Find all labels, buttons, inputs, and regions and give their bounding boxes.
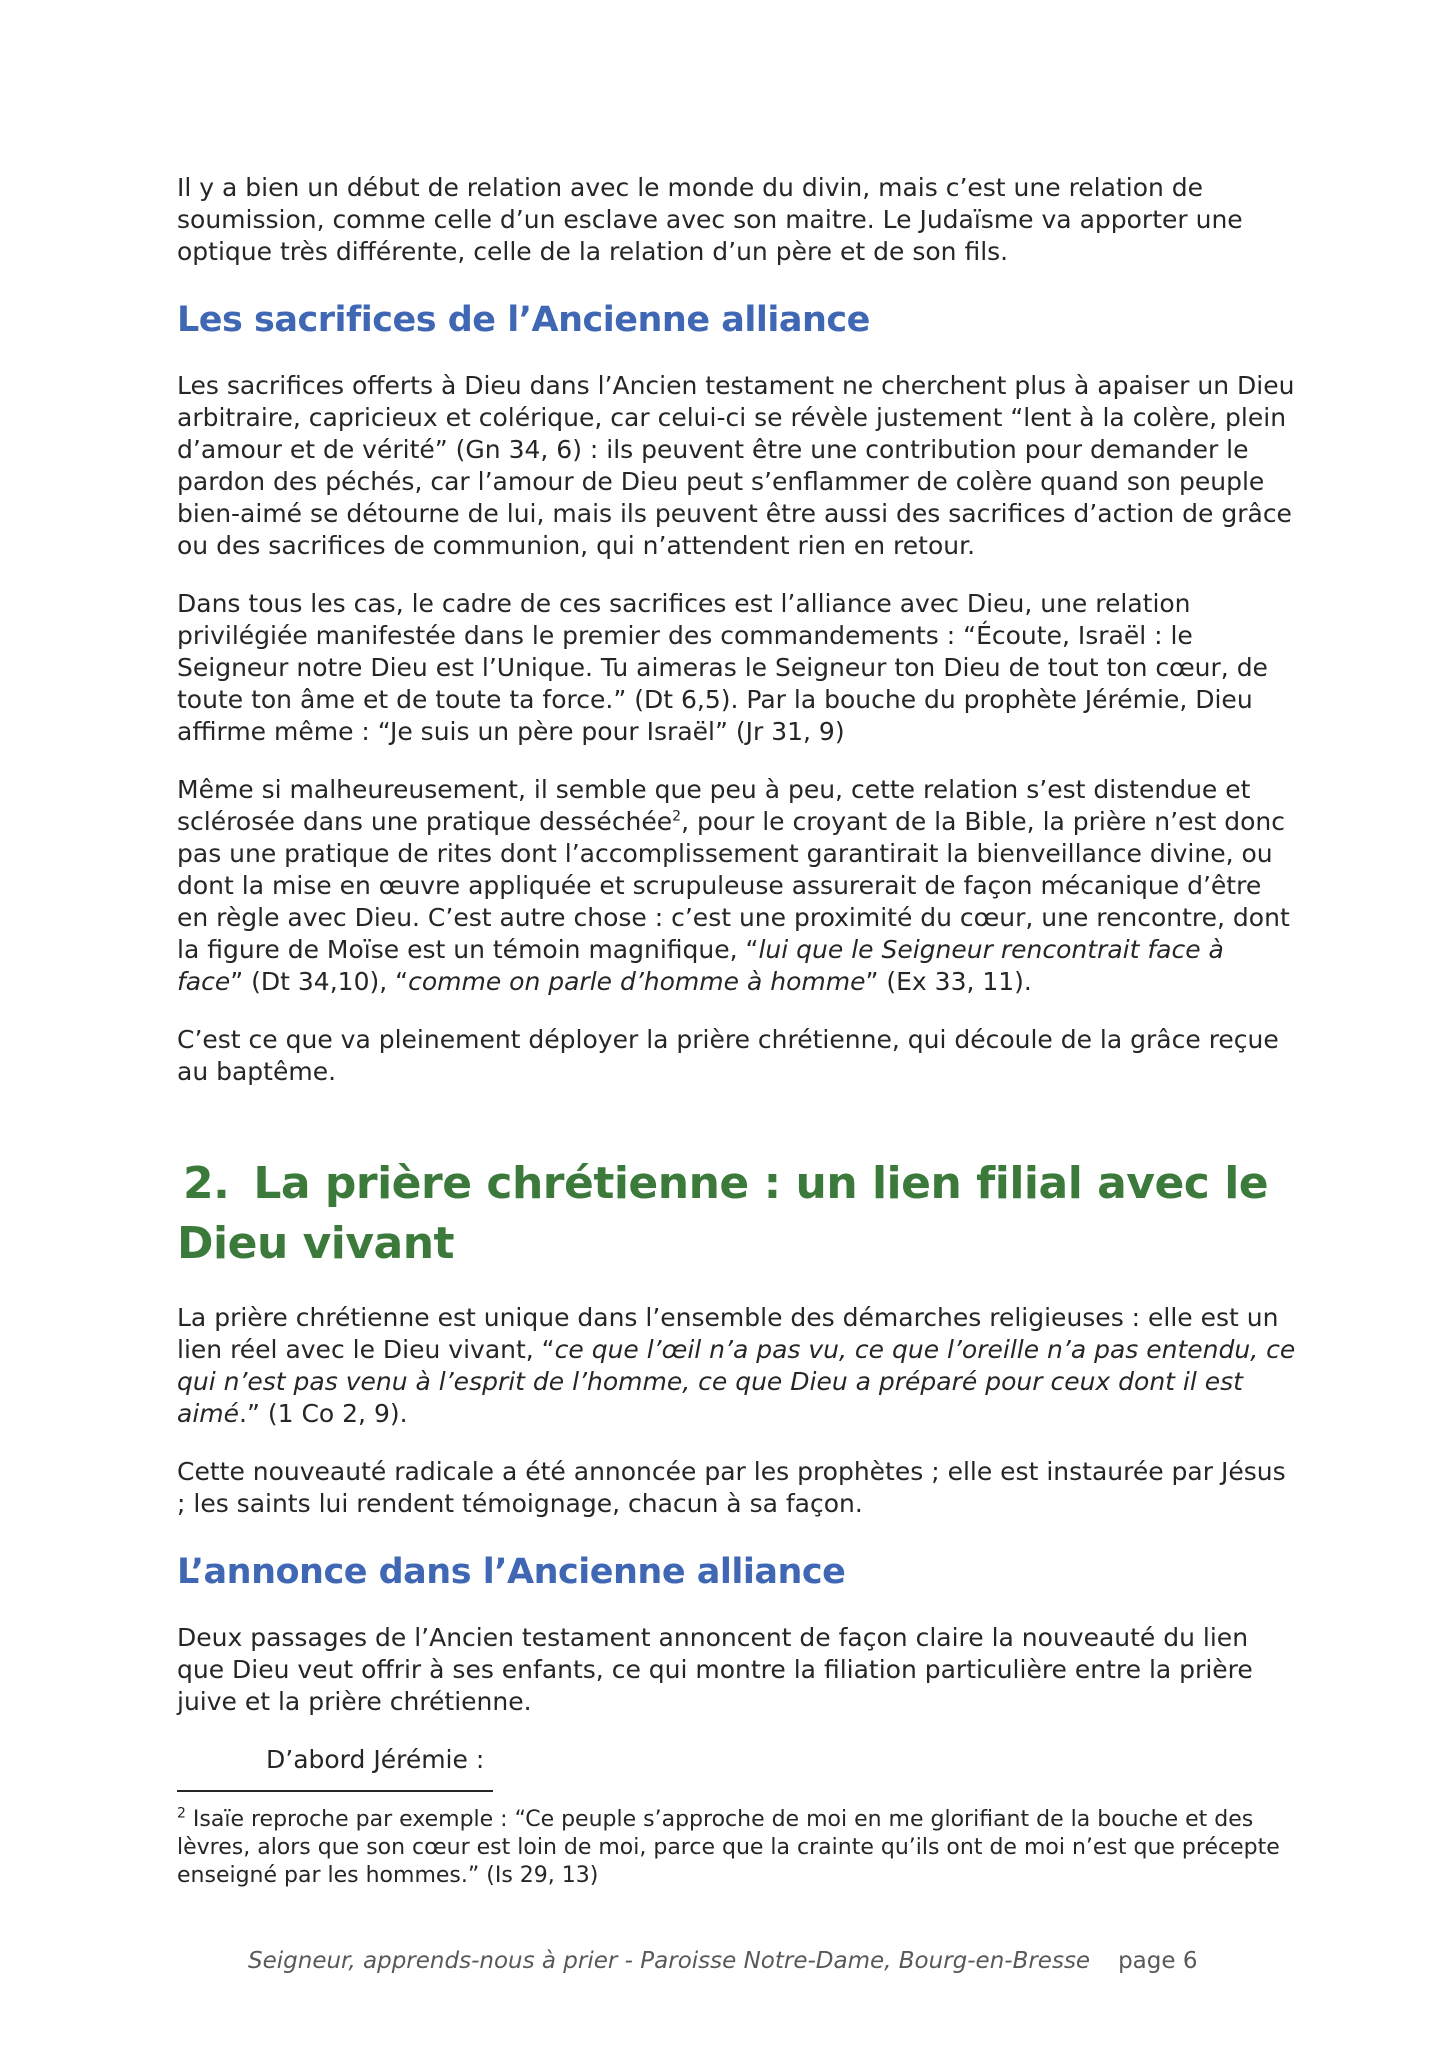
text-segment: ” (Dt 34,10), “ [230, 967, 409, 996]
sacrifices-paragraph-3 [177, 774, 1297, 998]
footnote [177, 1806, 1297, 1890]
sacrifices-paragraph-2: Dans tous les cas, le cadre de ces sacrifices est l’alliance avec Dieu, une relation privilégiée manifestée dans le premier des commandements : “Écoute, Israël : le Seigneur notre Dieu est l’Unique. Tu aimeras le Seigneur ton Dieu de tout ton cœur, de toute ton âme et de toute ta force.” (Dt 6,5). Par la bouche du prophète Jérémie, Dieu affirme même : “Je suis un père pour Israël” (Jr 31, 9) [177, 589, 1268, 746]
text-segment: .” (1 Co 2, 9). [239, 1399, 408, 1428]
text-segment: Même si malheureusement, il semble que peu à peu, cette relation s’est distendue et sclérosée dans une pratique desséchée [177, 775, 1251, 836]
text-segment: La prière chrétienne est unique dans l’ensemble des démarches religieuses : elle est un lien réel avec le Dieu vivant, “ [177, 1303, 1279, 1364]
footnote-reference: 2 [672, 808, 682, 825]
italic-quote: ce que l’œil n’a pas vu, ce que l’oreille n’a pas entendu, ce qui n’est pas venu à l’esprit de l’homme, ce que Dieu a préparé pour ceux dont il est aimé [177, 1335, 1296, 1428]
italic-quote: comme on parle d’homme à homme [408, 967, 866, 996]
footnote-divider [177, 1790, 493, 1792]
section-heading-sacrifices: Les sacrifices de l’Ancienne alliance [177, 300, 870, 340]
footnote-marker: 2 [177, 1805, 186, 1822]
sacrifices-paragraph-1: Les sacrifices offerts à Dieu dans l’Ancien testament ne cherchent plus à apaiser un Dieu arbitraire, capricieux et colérique, car celui-ci se révèle justement “lent à la colère, plein d’amour et de vérité” (Gn 34, 6) : ils peuvent être une contribution pour demander le pardon des péchés, car l’amour de Dieu peut s’enflammer de colère quand son peuple bien-aimé se détourne de lui, mais ils peuvent être aussi des sacrifices d’action de grâce ou des sacrifices de communion, qui n’attendent rien en retour. [177, 371, 1295, 560]
chapter-paragraph-1 [177, 1302, 1297, 1430]
chapter-heading [177, 1154, 1297, 1274]
section-heading-annonce: L’annonce dans l’Ancienne alliance [177, 1552, 846, 1592]
page-number: page 6 [1118, 1948, 1198, 1974]
chapter-paragraph-2: Cette nouveauté radicale a été annoncée par les prophètes ; elle est instaurée par Jésus ; les saints lui rendent témoignage, chacun à sa façon. [177, 1457, 1286, 1518]
intro-paragraph: Il y a bien un début de relation avec le monde du divin, mais c’est une relation de soumission, comme celle d’un esclave avec son maitre. Le Judaïsme va apporter une optique très différente, celle de la relation d’un père et de son fils. [177, 173, 1243, 266]
page-footer [248, 1948, 1197, 1974]
chapter-number: 2. [183, 1158, 230, 1209]
chapter-title: La prière chrétienne : un lien filial avec le Dieu vivant [177, 1158, 1269, 1269]
footer-title: Seigneur, apprends-nous à prier - Paroisse Notre-Dame, Bourg-en-Bresse [248, 1948, 1091, 1974]
annonce-paragraph-2: D’abord Jérémie : [266, 1745, 485, 1774]
page-body [177, 172, 1297, 1776]
text-segment: ” (Ex 33, 11). [865, 967, 1032, 996]
sacrifices-paragraph-4: C’est ce que va pleinement déployer la prière chrétienne, qui découle de la grâce reçue au baptême. [177, 1025, 1279, 1086]
text-segment: , pour le croyant de la Bible, la prière n’est donc pas une pratique de rites dont l’accomplissement garantirait la bienveillance divine, ou dont la mise en œuvre appliquée et scrupuleuse assurerait de façon mécanique d’être en règle avec Dieu. C’est autre chose : c’est une proximité du cœur, une rencontre, dont la figure de Moïse est un témoin magnifique, “ [177, 807, 1290, 964]
italic-quote: lui que le Seigneur rencontrait face à face [177, 935, 1224, 996]
footnote-text: Isaïe reproche par exemple : “Ce peuple s’approche de moi en me glorifiant de la bouche et des lèvres, alors que son cœur est loin de moi, parce que la crainte qu’ils ont de moi n’est que précepte enseigné par les hommes.” (Is 29, 13) [177, 1807, 1280, 1888]
annonce-paragraph-1: Deux passages de l’Ancien testament annoncent de façon claire la nouveauté du lien que Dieu veut offrir à ses enfants, ce qui montre la filiation particulière entre la prière juive et la prière chrétienne. [177, 1623, 1253, 1716]
